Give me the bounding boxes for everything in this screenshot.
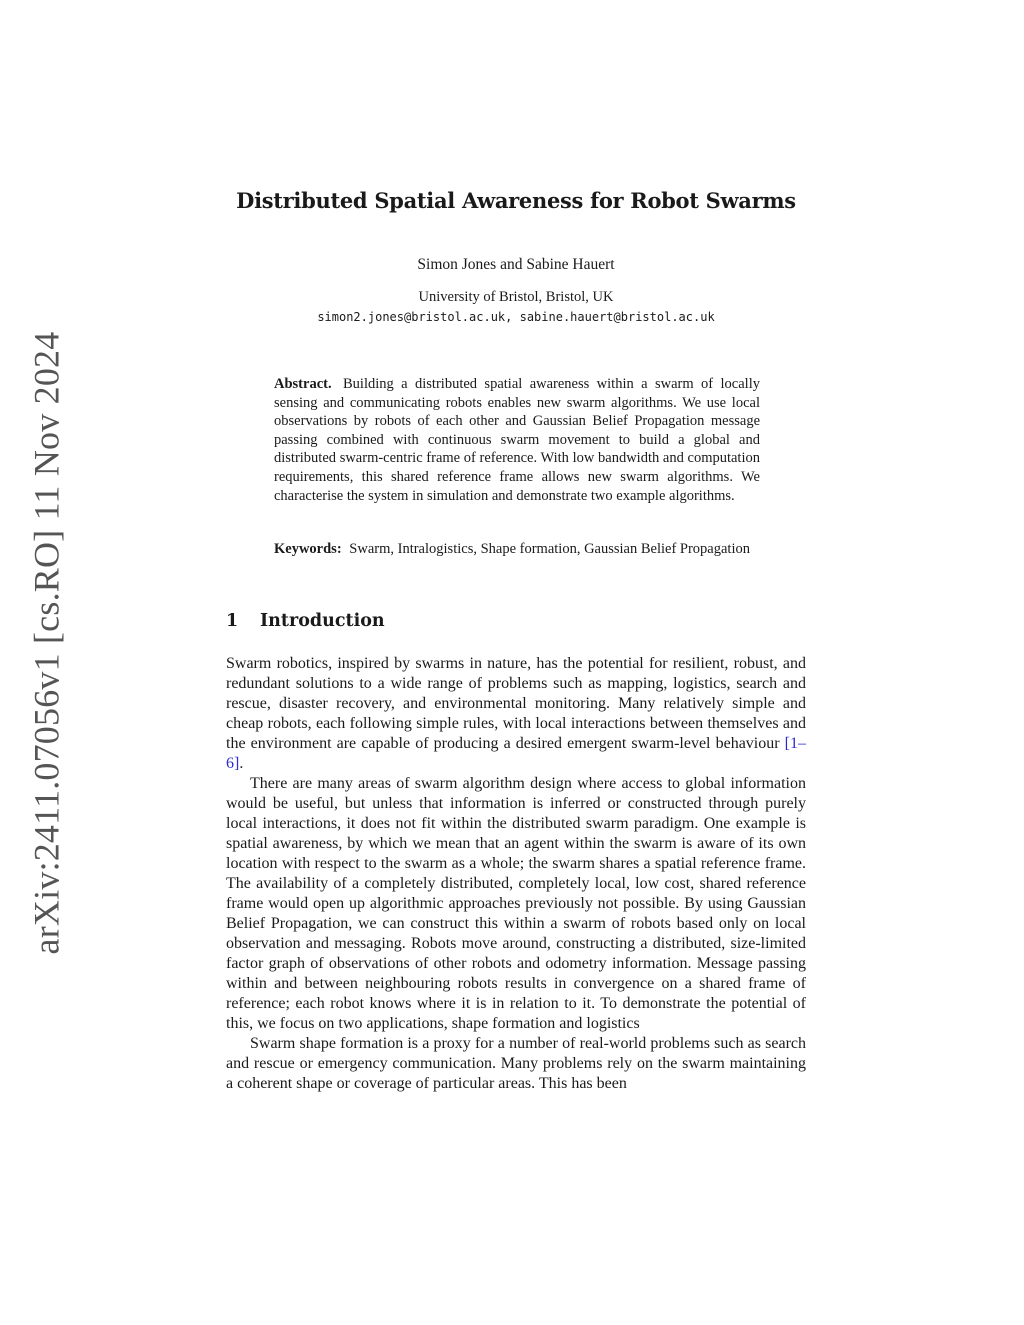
abstract-label: Abstract. — [274, 376, 332, 392]
section-title: Introduction — [260, 611, 385, 631]
author-affiliation: University of Bristol, Bristol, UK — [418, 289, 614, 305]
author-emails: simon2.jones@bristol.ac.uk, sabine.hauert@bristol.ac.uk — [317, 310, 715, 324]
paper-title: Distributed Spatial Awareness for Robot Swarms — [236, 188, 796, 213]
abstract-block — [274, 375, 760, 505]
keywords-block — [274, 540, 760, 559]
paragraph-text: . — [239, 755, 244, 772]
citation-link[interactable]: [1–6] — [226, 735, 806, 772]
arxiv-identifier-stamp — [22, 331, 70, 954]
paragraph — [226, 654, 806, 774]
arxiv-identifier-text: arXiv:2411.07056v1 [cs.RO] 11 Nov 2024 — [26, 331, 66, 954]
section-number: 1 — [226, 611, 239, 631]
paper-authors: Simon Jones and Sabine Hauert — [417, 256, 615, 273]
keywords-label: Keywords: — [274, 541, 342, 557]
keywords-text: Swarm, Intralogistics, Shape formation, Gaussian Belief Propagation — [349, 541, 750, 557]
section-heading — [226, 611, 385, 631]
introduction-body — [226, 654, 806, 1094]
abstract-text: Building a distributed spatial awareness within a swarm of locally sensing and communicating robots enables new swarm algorithms. We use local observations by robots of each other and Gaussian Belief Propagation message passing combined with continuous swarm movement to build a global and distributed swarm-centric frame of reference. With low bandwidth and computation requirements, this shared reference frame allows new swarm algorithms. We characterise the system in simulation and demonstrate two example algorithms. — [274, 376, 760, 504]
paragraph: There are many areas of swarm algorithm design where access to global information would be useful, but unless that information is inferred or constructed through purely local interactions, it does not fit within the distributed swarm paradigm. One example is spatial awareness, by which we mean that an agent within the swarm is aware of its own location with respect to the swarm as a whole; the swarm shares a spatial reference frame. The availability of a completely distributed, completely local, low cost, shared reference frame would open up algorithmic approaches previously not possible. By using Gaussian Belief Propagation, we can construct this within a swarm of robots based only on local observation and messaging. Robots move around, constructing a distributed, size-limited factor graph of observations of other robots and odometry information. Message passing within and between neighbouring robots results in convergence on a shared frame of reference; each robot knows where it is in relation to it. To demonstrate the potential of this, we focus on two applications, shape formation and logistics — [226, 775, 806, 1032]
paragraph-text: Swarm robotics, inspired by swarms in nature, has the potential for resilient, robust, and redundant solutions to a wide range of problems such as mapping, logistics, search and rescue, disaster recovery, and environmental monitoring. Many relatively simple and cheap robots, each following simple rules, with local interactions between themselves and the environment are capable of producing a desired emergent swarm-level behaviour — [226, 655, 806, 752]
paragraph: Swarm shape formation is a proxy for a number of real-world problems such as search and rescue or emergency communication. Many problems rely on the swarm maintaining a coherent shape or coverage of particular areas. This has been — [226, 1035, 806, 1092]
